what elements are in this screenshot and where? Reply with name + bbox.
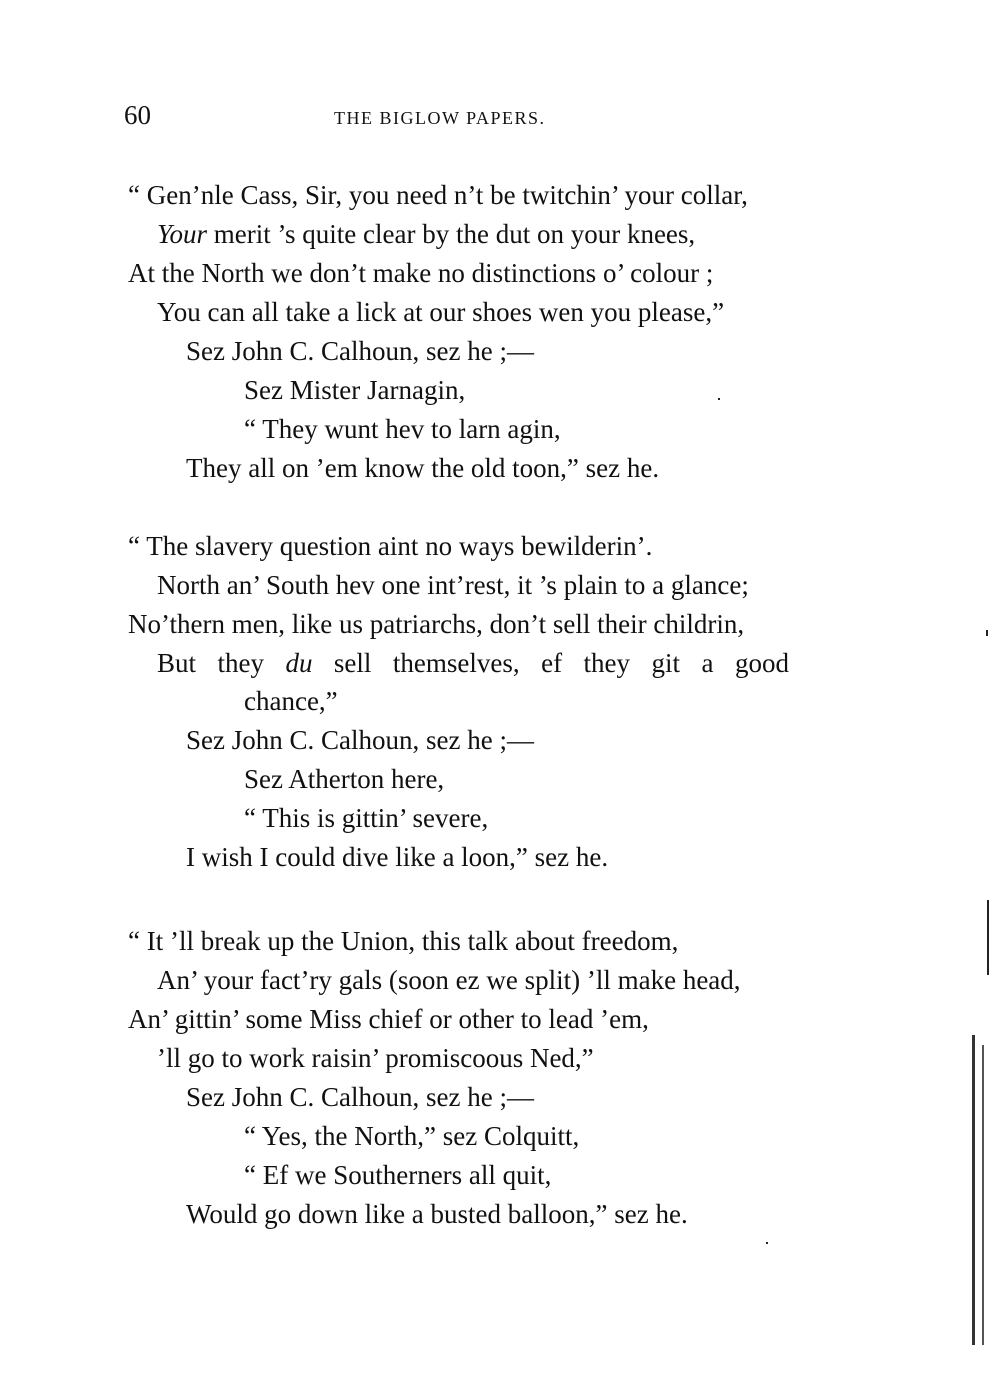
word: ef <box>541 648 563 678</box>
word: they <box>217 648 264 678</box>
refrain-line: Sez John C. Calhoun, sez he ;— <box>186 725 534 755</box>
verse-line: “ They wunt hev to larn agin, <box>244 414 561 444</box>
word: a <box>701 648 714 678</box>
word: git <box>651 648 681 678</box>
italic-word: du <box>285 648 313 678</box>
binding-speck <box>986 630 988 636</box>
refrain-line: Sez John C. Calhoun, sez he ;— <box>186 1082 534 1112</box>
verse-line: Sez Mister Jarnagin, <box>244 375 466 405</box>
verse-line: No’thern men, like us patriarchs, don’t sell their childrin, <box>128 609 745 639</box>
verse-line: ’ll go to work raisin’ promiscoous Ned,” <box>157 1043 594 1073</box>
verse-line: They all on ’em know the old toon,” sez he. <box>186 453 660 483</box>
word: they <box>583 648 631 678</box>
verse-line: “ It ’ll break up the Union, this talk about freedom, <box>128 926 679 956</box>
verse-line: I wish I could dive like a loon,” sez he. <box>186 842 609 872</box>
verse-line: “ Yes, the North,” sez Colquitt, <box>244 1121 580 1151</box>
verse-line: You can all take a lick at our shoes wen you please,” <box>157 297 725 327</box>
italic-word: Your <box>157 219 208 249</box>
verse-line: An’ your fact’ry gals (soon ez we split) ’ll make head, <box>157 965 741 995</box>
verse-line: “ The slavery question aint no ways bewilderin’. <box>128 531 653 561</box>
verse-line: Would go down like a busted balloon,” sez he. <box>186 1199 688 1229</box>
binding-speck <box>766 1242 768 1244</box>
verse-line: chance,” <box>244 686 338 716</box>
binding-shadow <box>972 1035 975 1345</box>
verse-line: North an’ South hev one int’rest, it ’s plain to a glance; <box>157 570 749 600</box>
running-head: THE BIGLOW PAPERS. <box>334 108 546 128</box>
verse-line <box>157 219 695 249</box>
verse-line-rest: merit ’s quite clear by the dut on your knees, <box>207 219 696 249</box>
verse-line-justified <box>157 648 789 678</box>
word: good <box>734 648 789 678</box>
verse-line: “ Gen’nle Cass, Sir, you need n’t be twitchin’ your collar, <box>128 180 748 210</box>
page-header <box>124 100 784 140</box>
verse-line: “ Ef we Southerners all quit, <box>244 1160 552 1190</box>
verse-line: An’ gittin’ some Miss chief or other to lead ’em, <box>128 1004 649 1034</box>
verse-line: At the North we don’t make no distinctions o’ colour ; <box>128 258 714 288</box>
page-number: 60 <box>124 100 151 130</box>
binding-shadow <box>982 1045 984 1345</box>
verse-line: Sez Atherton here, <box>244 764 445 794</box>
binding-shadow <box>987 900 989 975</box>
binding-speck <box>718 398 720 400</box>
word: themselves, <box>392 648 520 678</box>
word: sell <box>333 648 372 678</box>
verse-line: “ This is gittin’ severe, <box>244 803 489 833</box>
refrain-line: Sez John C. Calhoun, sez he ;— <box>186 336 534 366</box>
word: But <box>157 648 197 678</box>
